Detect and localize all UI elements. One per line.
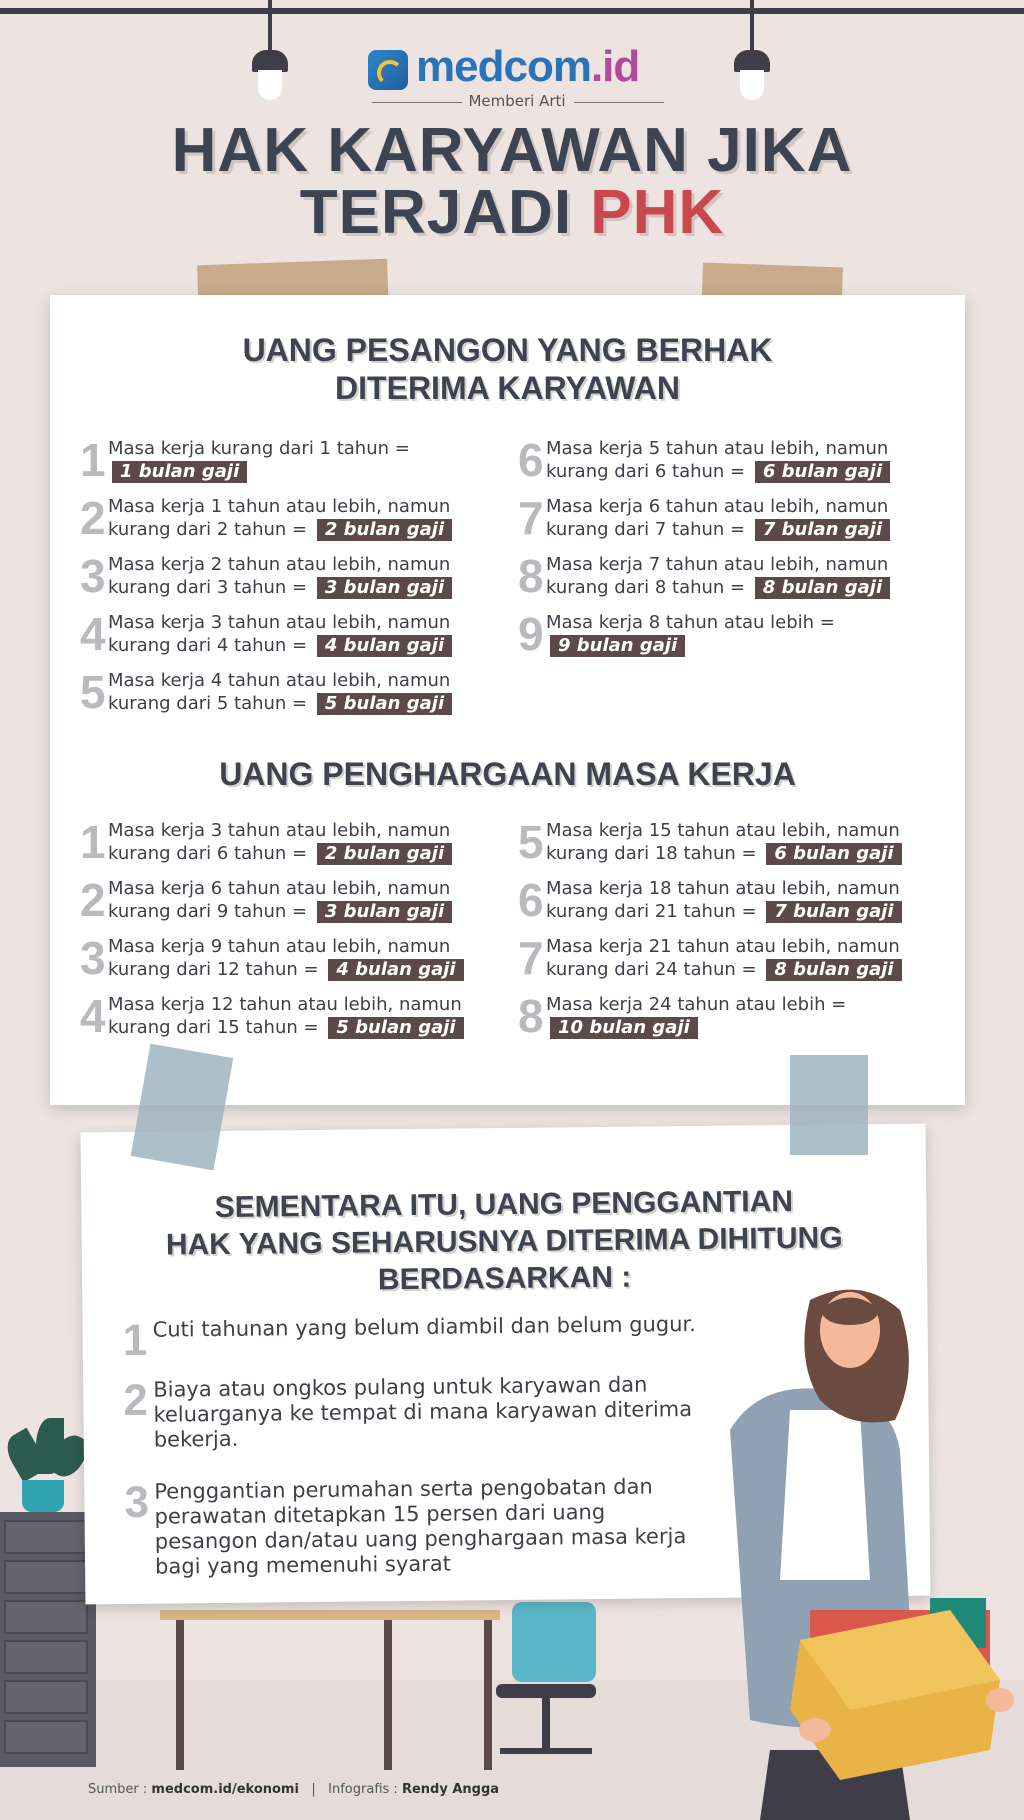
appreciation-item: 5 Masa kerja 15 tahun atau lebih, namun kurang dari 18 tahun = 6 bulan gaji: [518, 816, 900, 868]
appreciation-item: 7 Masa kerja 21 tahun atau lebih, namun kurang dari 24 tahun = 8 bulan gaji: [518, 932, 900, 984]
severance-item: 8 Masa kerja 7 tahun atau lebih, namun kurang dari 8 tahun = 8 bulan gaji: [518, 550, 889, 602]
tape-strip: [790, 1055, 868, 1155]
lamp-right-icon: [732, 0, 772, 110]
ceiling-rail: [0, 8, 1024, 14]
appreciation-item: 3 Masa kerja 9 tahun atau lebih, namun kurang dari 12 tahun = 4 bulan gaji: [80, 933, 500, 985]
appreciation-item: 2 Masa kerja 6 tahun atau lebih, namun kurang dari 9 tahun = 3 bulan gaji: [80, 874, 451, 926]
brand-name: medcom.id: [416, 42, 640, 91]
appreciation-item: 1 Masa kerja 3 tahun atau lebih, namun kurang dari 6 tahun = 2 bulan gaji: [80, 816, 451, 868]
severance-item: 6 Masa kerja 5 tahun atau lebih, namun kurang dari 6 tahun = 6 bulan gaji: [518, 434, 889, 486]
severance-item: 7 Masa kerja 6 tahun atau lebih, namun kurang dari 7 tahun = 7 bulan gaji: [518, 492, 889, 544]
severance-card: [50, 295, 965, 1105]
footer-credits: Sumber : medcom.id/ekonomi | Infografis : Rendy Angga: [88, 1782, 500, 1797]
appreciation-item: 4 Masa kerja 12 tahun atau lebih, namun kurang dari 15 tahun = 5 bulan gaji: [80, 990, 462, 1042]
severance-title: UANG PESANGON YANG BERHAK DITERIMA KARYAWAN: [242, 332, 773, 406]
replacement-title: SEMENTARA ITU, UANG PENGGANTIAN HAK YANG SEHARUSNYA DITERIMA DIHITUNG BERDASARKAN :: [165, 1184, 843, 1297]
brand-tagline: Memberi Arti: [468, 92, 566, 110]
severance-item: 4 Masa kerja 3 tahun atau lebih, namun kurang dari 4 tahun = 4 bulan gaji: [80, 608, 451, 660]
page-title: HAK KARYAWAN JIKA TERJADI PHK: [171, 116, 853, 247]
lamp-left-icon: [250, 0, 290, 110]
severance-item: 1 Masa kerja kurang dari 1 tahun = 1 bulan gaji: [80, 434, 410, 486]
severance-item: 5 Masa kerja 4 tahun atau lebih, namun kurang dari 5 tahun = 5 bulan gaji: [80, 666, 451, 718]
severance-item: 3 Masa kerja 2 tahun atau lebih, namun kurang dari 3 tahun = 3 bulan gaji: [80, 550, 451, 602]
filing-cabinet-icon: [0, 1512, 96, 1767]
medcom-logo-icon: [368, 50, 408, 90]
appreciation-item: 8 Masa kerja 24 tahun atau lebih = 10 bulan gaji: [518, 990, 847, 1042]
woman-with-box-illustration: [700, 1280, 1024, 1820]
replacement-item: 2 Biaya atau ongkos pulang untuk karyawan dan keluarganya ke tempat di mana karyawan diterima bekerja.: [123, 1372, 693, 1452]
severance-item: 2 Masa kerja 1 tahun atau lebih, namun kurang dari 2 tahun = 2 bulan gaji: [80, 492, 451, 544]
appreciation-item: 6 Masa kerja 18 tahun atau lebih, namun kurang dari 21 tahun = 7 bulan gaji: [518, 874, 900, 926]
replacement-item: 1 Cuti tahunan yang belum diambil dan belum gugur.: [122, 1312, 696, 1366]
replacement-item: 3 Penggantian perumahan serta pengobatan dan perawatan ditetapkan 15 persen dari uang pesangon dan/atau uang penghargaan masa kerja bagi yang memenuhi syarat: [124, 1474, 687, 1579]
medcom-logo: [364, 42, 664, 112]
severance-item: 9 Masa kerja 8 tahun atau lebih = 9 bulan gaji: [518, 608, 835, 660]
appreciation-title: UANG PENGHARGAAN MASA KERJA: [219, 756, 796, 792]
